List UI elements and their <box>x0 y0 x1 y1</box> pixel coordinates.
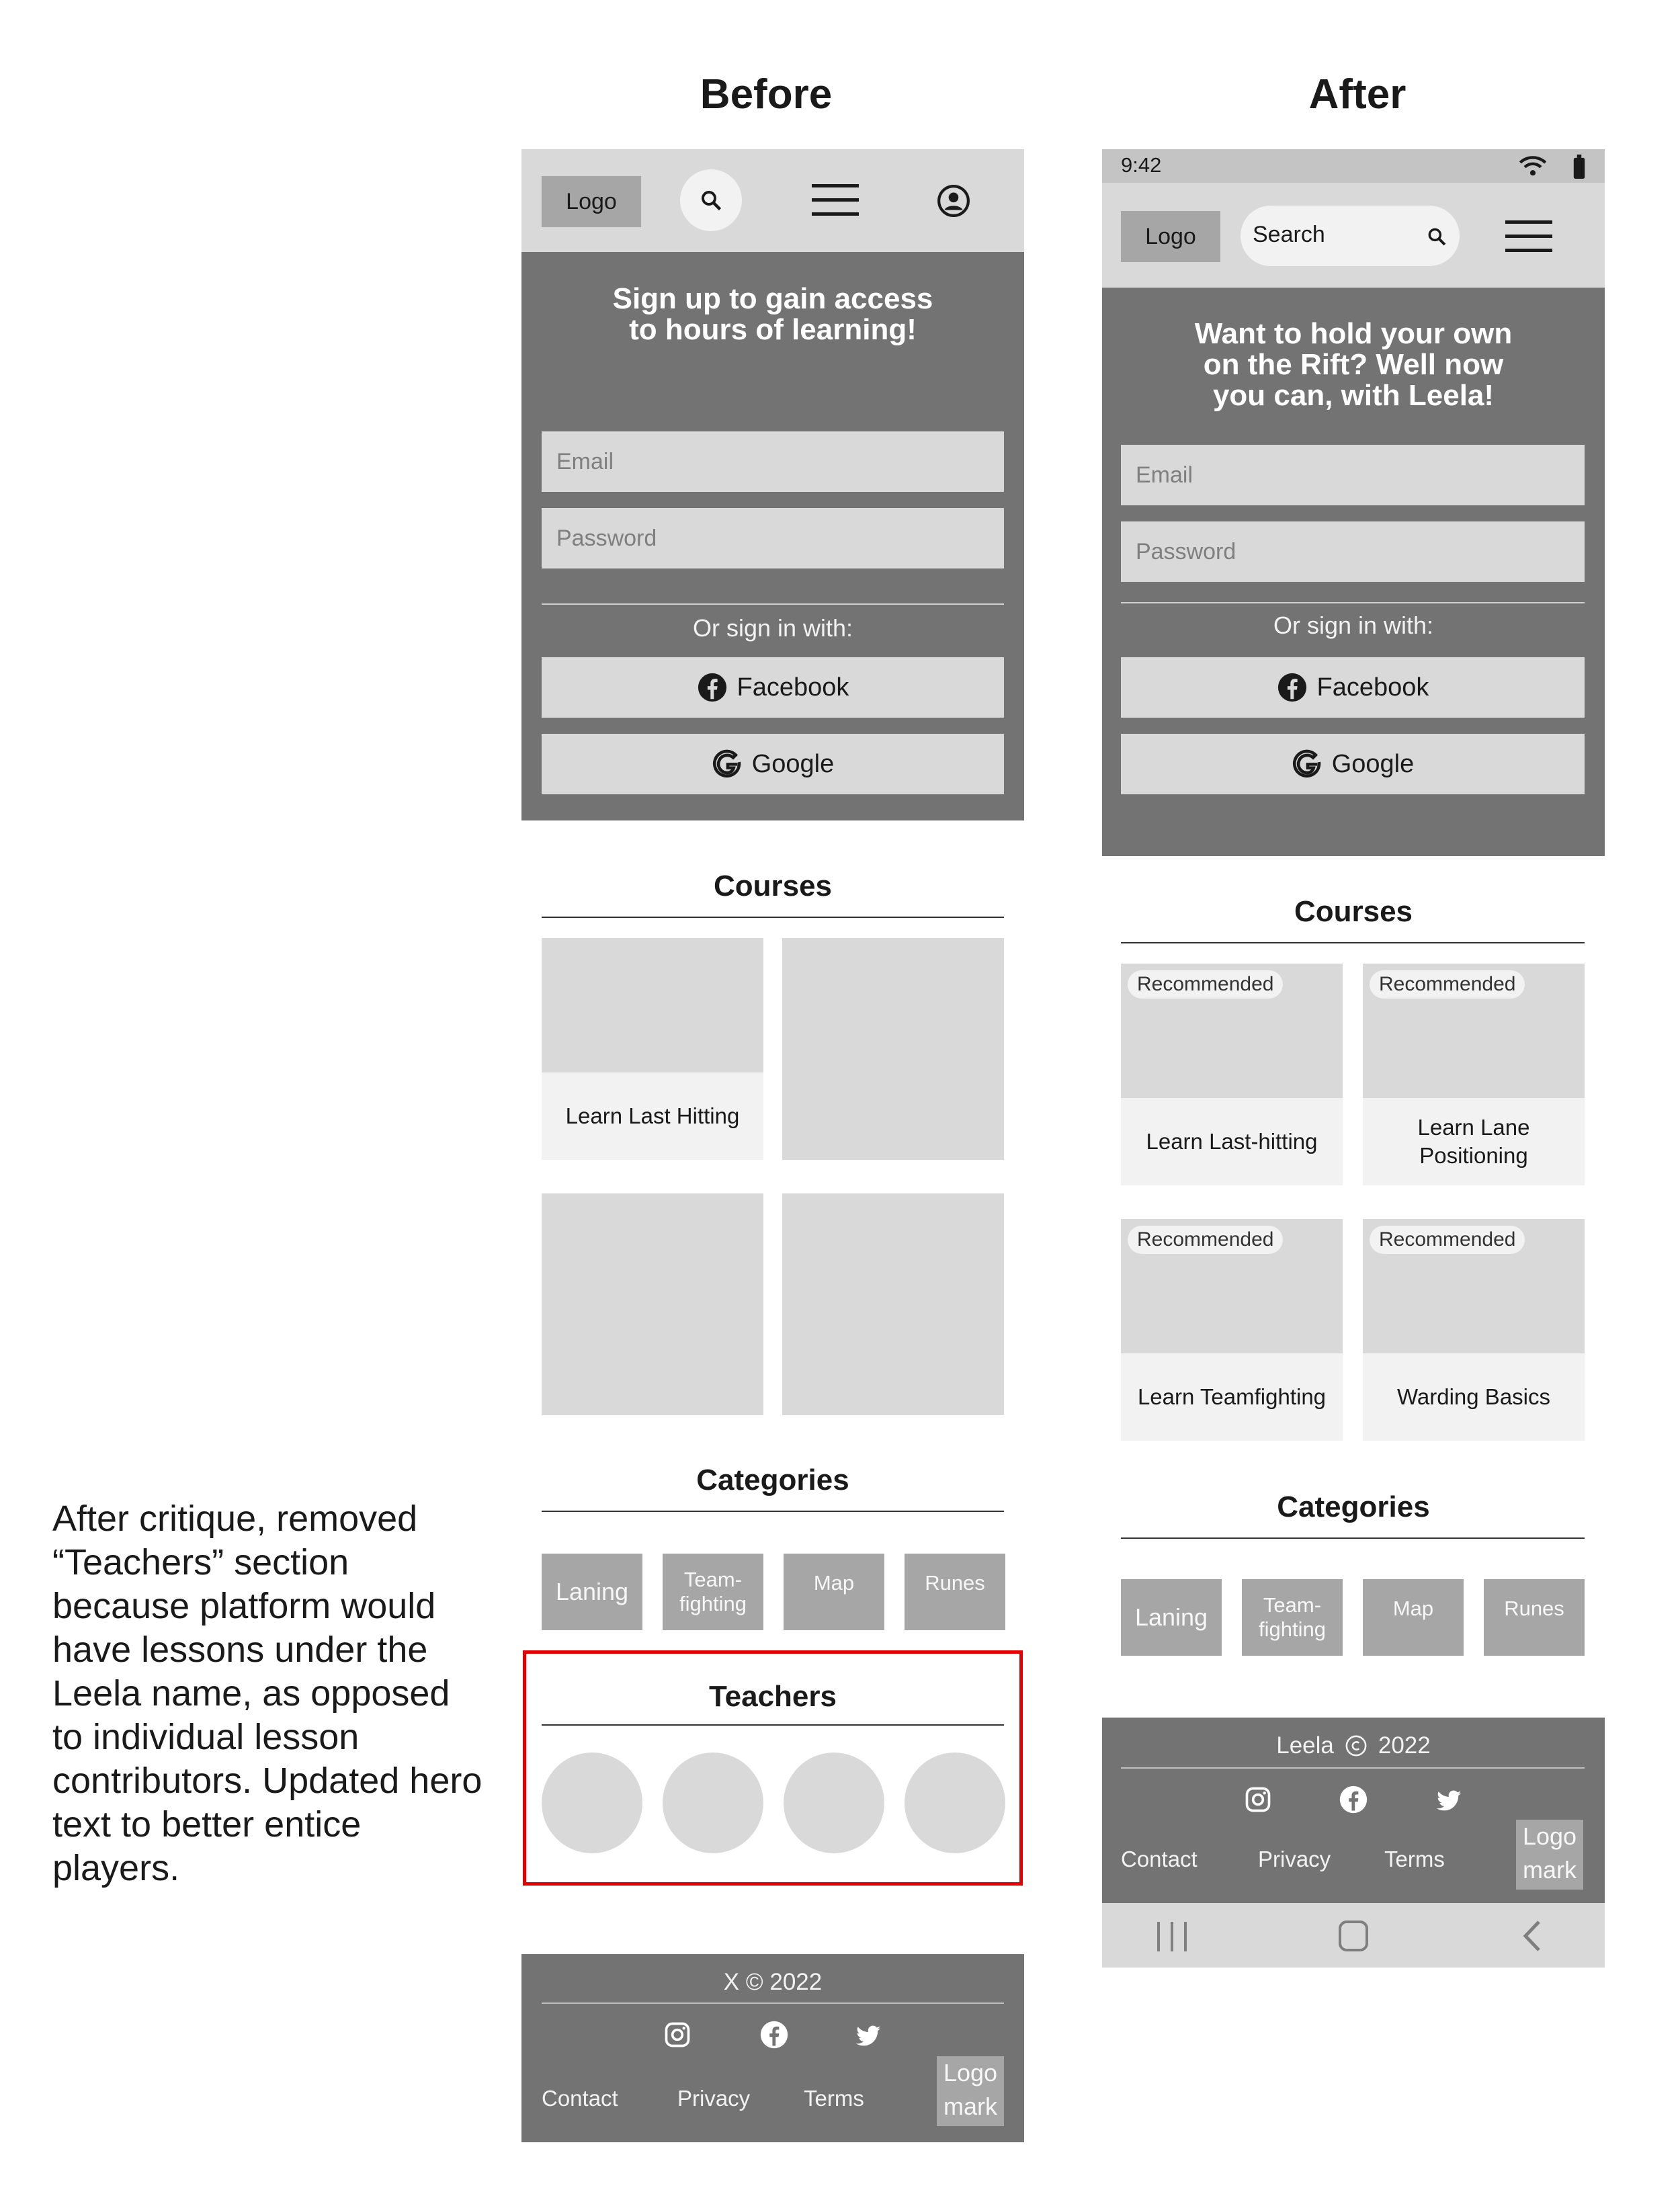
back-icon[interactable] <box>1520 1919 1544 1953</box>
facebook-icon <box>1277 672 1308 703</box>
before-category-laning[interactable]: Laning <box>542 1554 642 1630</box>
before-courses-title: Courses <box>713 870 833 902</box>
teacher-avatar[interactable] <box>542 1753 642 1853</box>
before-hero-line1: Sign up to gain access <box>612 282 933 315</box>
facebook-icon[interactable] <box>759 2020 789 2050</box>
after-courses-title: Courses <box>1294 895 1413 928</box>
facebook-icon[interactable] <box>1339 1785 1368 1814</box>
after-category-map[interactable]: Map <box>1363 1579 1464 1656</box>
before-heading: Before <box>700 71 833 118</box>
after-logo[interactable]: Logo <box>1121 211 1220 262</box>
before-teachers-rule <box>542 1724 1004 1726</box>
wifi-icon <box>1519 155 1547 177</box>
before-category-runes[interactable]: Runes <box>905 1554 1005 1630</box>
before-hero-line2: to hours of learning! <box>629 313 917 346</box>
before-course-label: Learn Last Hitting <box>542 1072 763 1160</box>
before-course-card[interactable] <box>782 938 1004 1160</box>
home-icon[interactable] <box>1337 1919 1370 1953</box>
after-course-label: Warding Basics <box>1363 1353 1585 1441</box>
before-search-button[interactable] <box>680 169 742 231</box>
before-category-map[interactable]: Map <box>784 1554 884 1630</box>
twitter-icon[interactable] <box>853 2021 883 2051</box>
before-password-field[interactable]: Password <box>542 508 1004 568</box>
after-courses-rule <box>1121 942 1585 943</box>
recent-apps-icon[interactable] <box>1153 1921 1191 1953</box>
before-footer-contact[interactable]: Contact <box>542 2086 618 2111</box>
teacher-avatar[interactable] <box>905 1753 1005 1853</box>
before-divider <box>542 603 1004 605</box>
after-hero-line2: on the Rift? Well now <box>1203 348 1504 381</box>
after-course-card[interactable] <box>1121 1219 1343 1441</box>
before-category-teamfighting[interactable]: Team- fighting <box>663 1554 763 1630</box>
after-search-placeholder: Search <box>1253 222 1325 247</box>
before-categories-rule <box>542 1511 1004 1512</box>
menu-icon[interactable] <box>812 183 859 218</box>
copyright-icon <box>1345 1734 1368 1757</box>
before-logo[interactable]: Logo <box>542 176 641 227</box>
search-icon <box>1426 226 1447 247</box>
after-footer-logomark: Logo mark <box>1516 1820 1583 1890</box>
twitter-icon[interactable] <box>1434 1786 1464 1816</box>
before-email-field[interactable]: Email <box>542 431 1004 492</box>
before-course-card[interactable] <box>542 1193 763 1415</box>
after-divider <box>1121 602 1585 603</box>
before-categories-title: Categories <box>696 1464 849 1496</box>
instagram-icon[interactable] <box>1243 1785 1273 1814</box>
before-course-card[interactable] <box>542 938 763 1160</box>
facebook-icon <box>697 672 728 703</box>
after-hero-line3: you can, with Leela! <box>1212 379 1495 412</box>
after-facebook-button[interactable] <box>1121 657 1585 718</box>
before-or-sign-in: Or sign in with: <box>692 614 853 642</box>
before-footer-logomark: Logo mark <box>937 2056 1004 2126</box>
after-footer-rule <box>1121 1767 1585 1769</box>
before-facebook-button[interactable] <box>542 657 1004 718</box>
recommended-badge: Recommended <box>1370 970 1525 999</box>
before-footer-rule <box>542 2002 1004 2004</box>
after-search-input[interactable] <box>1241 206 1460 266</box>
after-footer-brand: Leela <box>1276 1732 1334 1759</box>
account-icon[interactable] <box>937 184 970 218</box>
instagram-icon[interactable] <box>663 2020 692 2050</box>
after-footer-contact[interactable]: Contact <box>1121 1847 1198 1871</box>
google-icon <box>712 748 743 780</box>
after-password-field[interactable]: Password <box>1121 521 1585 582</box>
recommended-badge: Recommended <box>1128 1226 1283 1254</box>
after-category-laning[interactable]: Laning <box>1121 1579 1222 1656</box>
after-email-field[interactable]: Email <box>1121 445 1585 505</box>
after-course-label: Learn Lane Positioning <box>1363 1098 1585 1185</box>
teacher-avatar[interactable] <box>663 1753 763 1853</box>
after-facebook-label: Facebook <box>1316 673 1429 702</box>
recommended-badge: Recommended <box>1128 970 1283 999</box>
after-course-card[interactable] <box>1121 964 1343 1185</box>
after-course-card[interactable] <box>1363 964 1585 1185</box>
after-footer-year: 2022 <box>1378 1732 1431 1759</box>
after-categories-title: Categories <box>1277 1490 1430 1523</box>
after-categories-rule <box>1121 1537 1585 1539</box>
after-course-label: Learn Last-hitting <box>1121 1098 1343 1185</box>
after-status-time: 9:42 <box>1121 153 1162 177</box>
before-footer-copyright: X © 2022 <box>723 1969 823 1995</box>
after-footer-copyright <box>1102 1732 1605 1759</box>
critique-note: After critique, removed “Teachers” section because platform would have lessons under the Leela name, as opposed to individual lesson contributors. Updated hero text to better entice players. <box>52 1499 482 1888</box>
after-footer-terms[interactable]: Terms <box>1384 1847 1445 1871</box>
after-google-label: Google <box>1331 749 1415 778</box>
before-footer-privacy[interactable]: Privacy <box>677 2086 751 2111</box>
battery-icon <box>1572 155 1586 179</box>
before-google-label: Google <box>751 749 835 778</box>
google-icon <box>1292 748 1322 780</box>
after-course-card[interactable] <box>1363 1219 1585 1441</box>
after-google-button[interactable] <box>1121 734 1585 794</box>
recommended-badge: Recommended <box>1370 1226 1525 1254</box>
after-category-runes[interactable]: Runes <box>1484 1579 1585 1656</box>
before-facebook-label: Facebook <box>737 673 849 702</box>
after-or-sign-in: Or sign in with: <box>1273 611 1434 639</box>
search-icon <box>699 188 723 212</box>
before-google-button[interactable] <box>542 734 1004 794</box>
after-category-teamfighting[interactable]: Team- fighting <box>1242 1579 1343 1656</box>
teacher-avatar[interactable] <box>784 1753 884 1853</box>
menu-icon[interactable] <box>1505 219 1552 254</box>
before-teachers-title: Teachers <box>709 1680 837 1713</box>
after-hero-line1: Want to hold your own <box>1194 317 1513 350</box>
after-heading: After <box>1308 71 1406 118</box>
after-footer-privacy[interactable]: Privacy <box>1258 1847 1331 1871</box>
before-courses-rule <box>542 917 1004 918</box>
after-course-label: Learn Teamfighting <box>1121 1353 1343 1441</box>
before-footer-terms[interactable]: Terms <box>804 2086 864 2111</box>
before-course-card[interactable] <box>782 1193 1004 1415</box>
